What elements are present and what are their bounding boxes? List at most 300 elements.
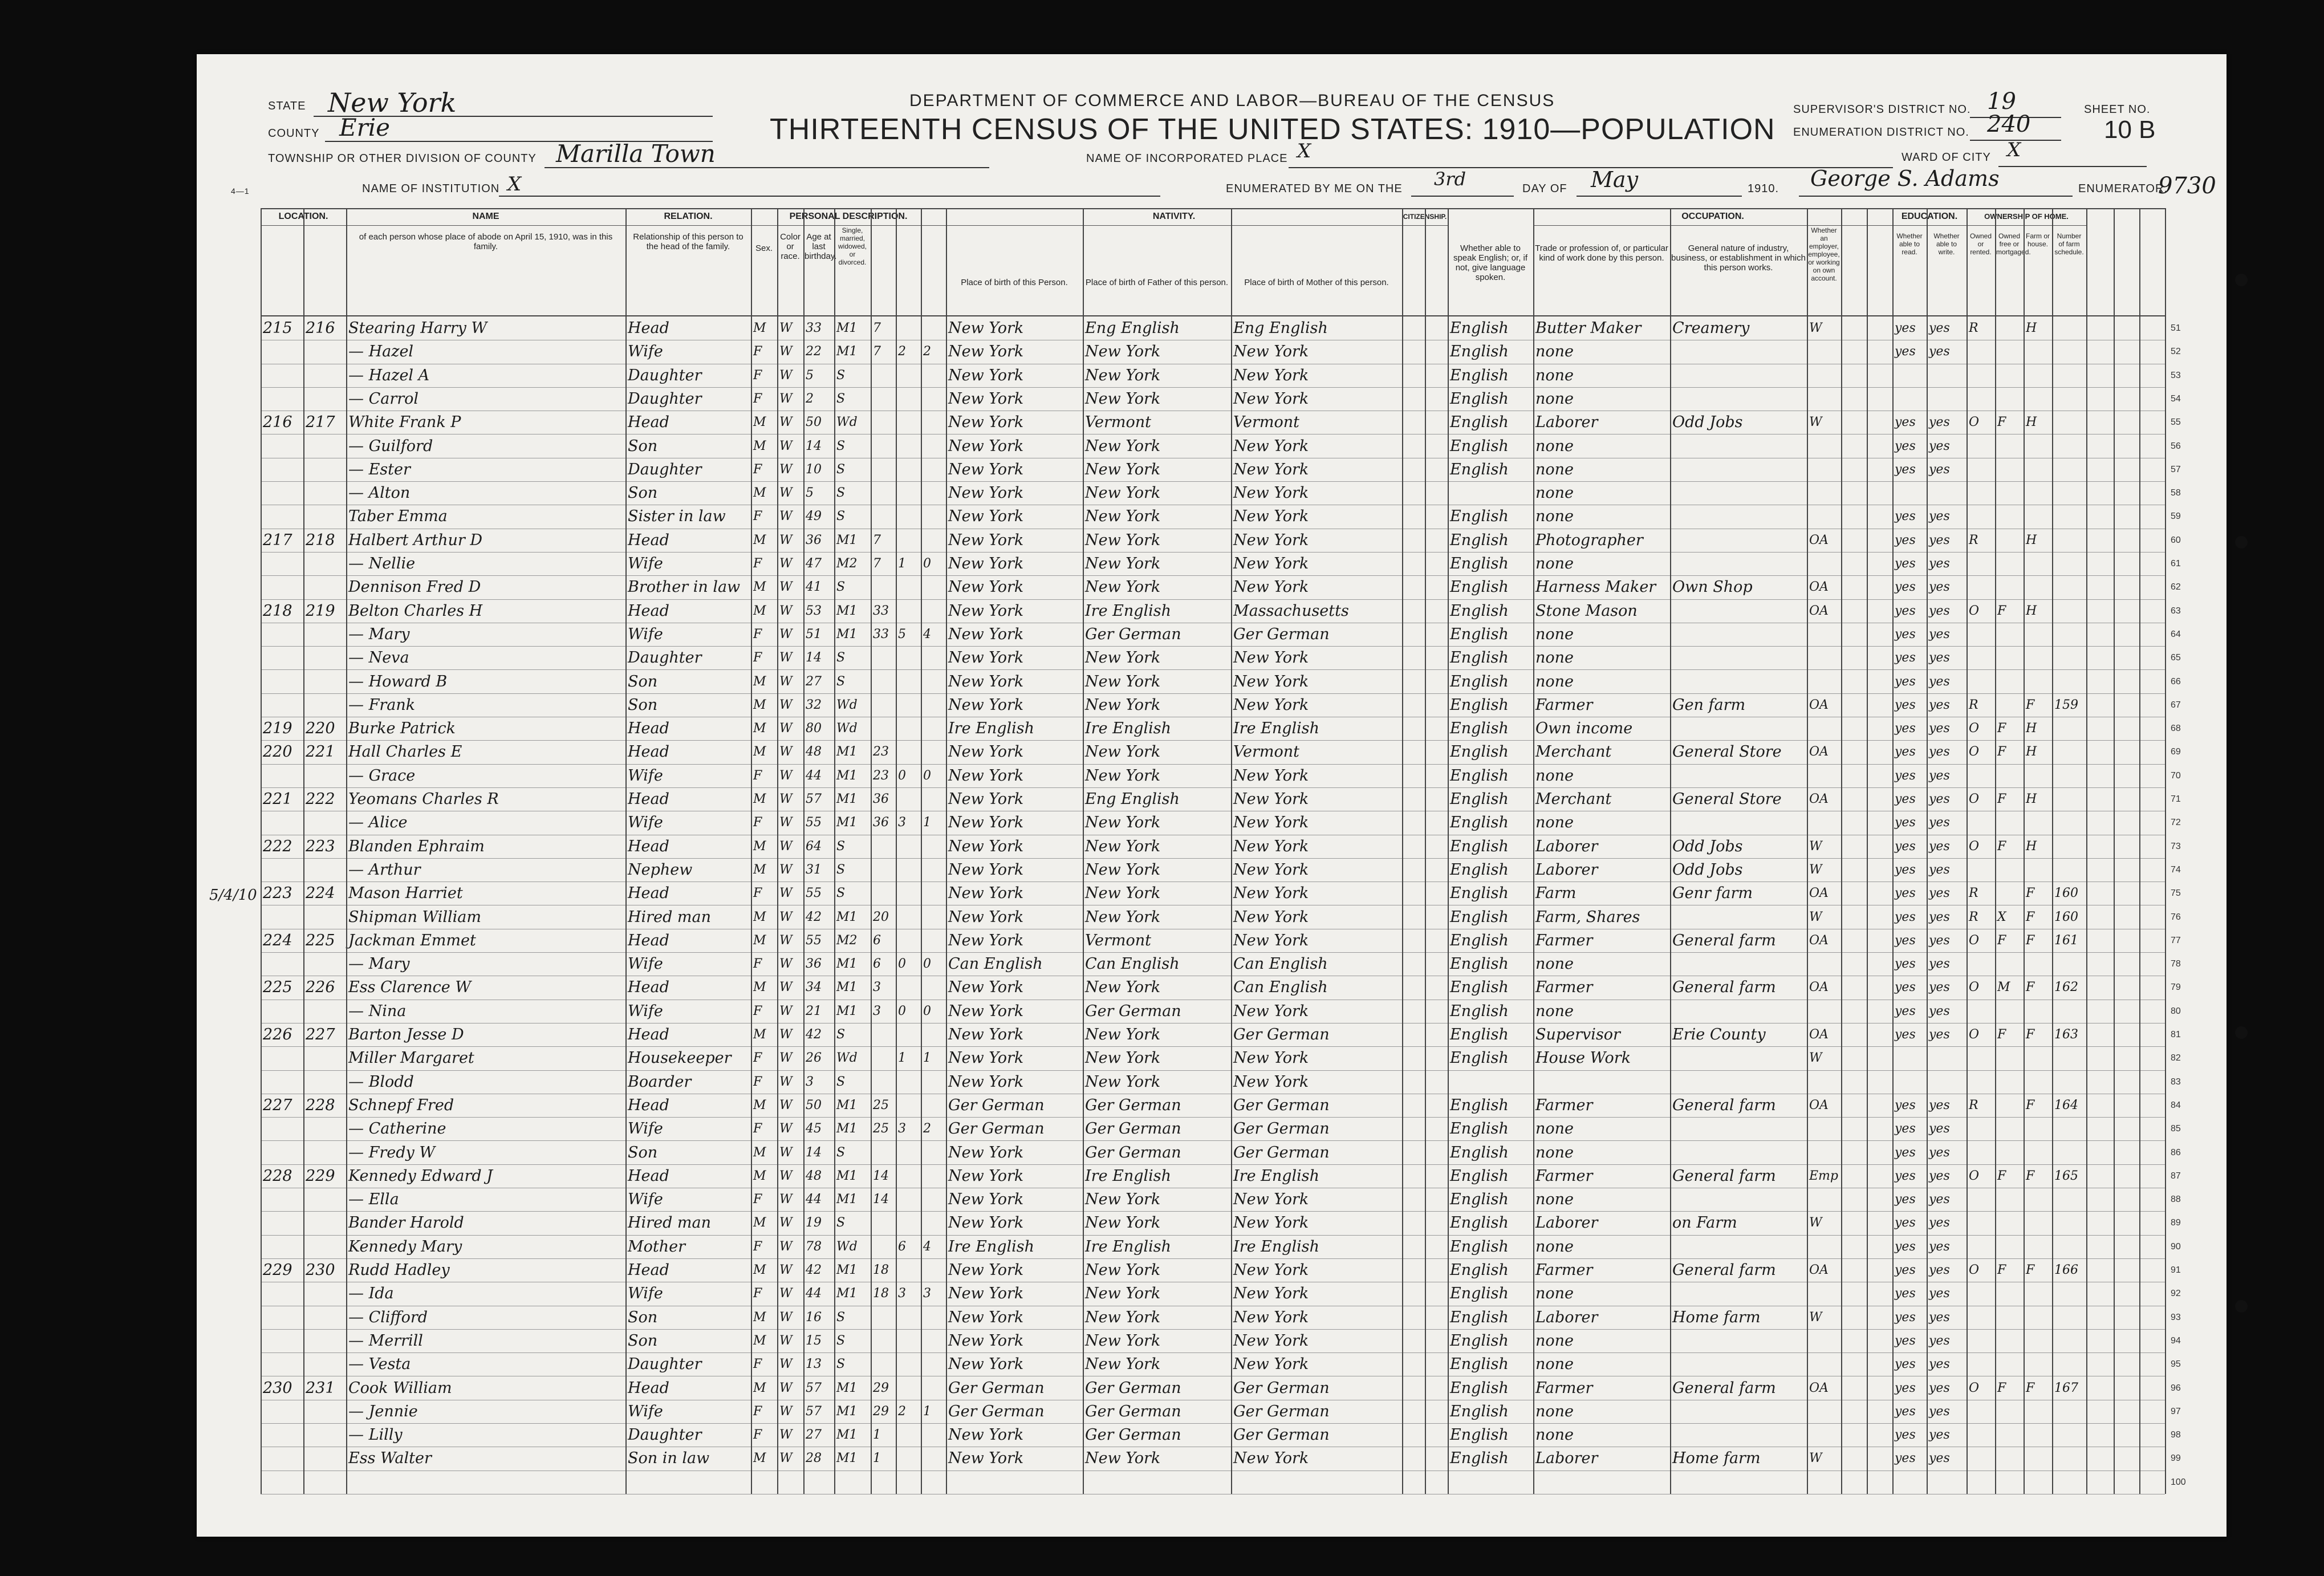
cell-relation: Wife bbox=[628, 955, 663, 973]
cell-trade: Laborer bbox=[1535, 413, 1598, 432]
column-rule bbox=[261, 208, 262, 1494]
cell-emp bbox=[1807, 646, 1841, 669]
column-rule bbox=[946, 208, 947, 1494]
cell-write: yes bbox=[1929, 580, 1950, 595]
table-row bbox=[261, 1352, 2181, 1376]
cell-sex: M bbox=[753, 745, 766, 759]
table-row bbox=[261, 364, 2181, 388]
cell-write: yes bbox=[1929, 697, 1950, 712]
cell-sched: 163 bbox=[2054, 1027, 2078, 1042]
cell-race: W bbox=[779, 1404, 793, 1419]
cell-free: F bbox=[1997, 839, 2006, 854]
cell-relation: Daughter bbox=[628, 649, 702, 667]
cell-bp: New York bbox=[948, 743, 1024, 761]
cell-trade: none bbox=[1535, 672, 1574, 690]
cell-read: yes bbox=[1895, 697, 1916, 712]
cell-race: W bbox=[779, 933, 793, 948]
cell-free: X bbox=[1997, 909, 2006, 924]
cell-relation: Head bbox=[628, 978, 669, 997]
cell-ch_born: 6 bbox=[898, 1239, 906, 1254]
cell-trade: Stone Mason bbox=[1535, 602, 1638, 620]
column-rule bbox=[2139, 208, 2140, 1494]
cell-sex: M bbox=[753, 1216, 766, 1230]
cell-own bbox=[1967, 1306, 1995, 1329]
cell-relation: Head bbox=[628, 413, 669, 432]
cell-ch_living: 2 bbox=[923, 1122, 931, 1136]
cell-emp: W bbox=[1809, 862, 1822, 877]
cell-dwelling: 215 bbox=[263, 319, 292, 337]
cell-ch_born bbox=[896, 1164, 921, 1188]
cell-emp: OA bbox=[1809, 886, 1829, 901]
cell-ch_living bbox=[921, 882, 946, 905]
cell-ch_born bbox=[896, 575, 921, 599]
line-number: 98 bbox=[2171, 1430, 2181, 1440]
cell-industry bbox=[1670, 1352, 1807, 1376]
line-number: 97 bbox=[2171, 1406, 2181, 1416]
cell-bpm: New York bbox=[1233, 908, 1309, 926]
line-number: 82 bbox=[2171, 1053, 2181, 1063]
cell-read: yes bbox=[1895, 1216, 1916, 1230]
binder-hole bbox=[2235, 1300, 2248, 1313]
cell-race: W bbox=[779, 745, 793, 759]
cell-lang: English bbox=[1450, 1143, 1509, 1161]
cell-sex: M bbox=[753, 721, 766, 736]
cell-farm: H bbox=[2026, 415, 2037, 430]
cell-bpf: New York bbox=[1085, 437, 1161, 455]
cell-name: Jackman Emmet bbox=[348, 931, 476, 949]
cell-age: 55 bbox=[806, 933, 822, 948]
cell-own: O bbox=[1969, 1168, 1980, 1183]
cell-relation: Hired man bbox=[628, 1214, 712, 1232]
cell-family bbox=[303, 364, 346, 387]
cell-industry: Odd Jobs bbox=[1672, 413, 1743, 432]
cell-age: 13 bbox=[806, 1357, 822, 1372]
cell-race: W bbox=[779, 909, 793, 924]
cell-ch_living bbox=[921, 905, 946, 929]
cell-sex: M bbox=[753, 980, 766, 995]
cell-ch_living bbox=[921, 1329, 946, 1352]
cell-bpm: New York bbox=[1233, 437, 1309, 455]
cell-own bbox=[1967, 1352, 1995, 1376]
line-number: 95 bbox=[2171, 1359, 2181, 1370]
cell-age: 50 bbox=[806, 415, 822, 430]
cell-ch_living bbox=[921, 1094, 946, 1117]
cell-family bbox=[303, 1235, 346, 1258]
cell-read bbox=[1892, 1070, 1927, 1094]
cell-relation: Head bbox=[628, 602, 669, 620]
cell-industry: General farm bbox=[1672, 1096, 1776, 1114]
cell-ch_born bbox=[896, 976, 921, 999]
cell-farm: F bbox=[2026, 1027, 2035, 1042]
cell-trade: Photographer bbox=[1535, 531, 1643, 549]
cell-lang: English bbox=[1450, 743, 1509, 761]
cell-emp bbox=[1807, 387, 1841, 411]
cell-bpm: Massachusetts bbox=[1233, 602, 1349, 620]
cell-bp: New York bbox=[948, 389, 1024, 408]
cell-write bbox=[1927, 1046, 1967, 1070]
cell-farm: F bbox=[2026, 1380, 2035, 1395]
cell-age: 44 bbox=[806, 768, 822, 783]
cell-bp: New York bbox=[948, 1308, 1024, 1326]
cell-write: yes bbox=[1929, 462, 1950, 477]
cell-yrs bbox=[871, 1329, 896, 1352]
cell-ch_born bbox=[896, 1023, 921, 1046]
line-number: 67 bbox=[2171, 700, 2181, 710]
cell-name: — Grace bbox=[348, 766, 416, 785]
cell-race: W bbox=[779, 627, 793, 641]
cell-sex: F bbox=[753, 1404, 762, 1419]
cell-age: 80 bbox=[806, 721, 822, 736]
cell-bp: New York bbox=[948, 1143, 1024, 1161]
cell-write: yes bbox=[1929, 745, 1950, 759]
cell-farm: F bbox=[2026, 1098, 2035, 1112]
cell-bpf: Eng English bbox=[1085, 319, 1180, 337]
cell-bpm: Ger German bbox=[1233, 1402, 1330, 1420]
cell-industry bbox=[1670, 764, 1807, 787]
cell-race: W bbox=[779, 368, 793, 383]
cell-write: yes bbox=[1929, 1004, 1950, 1018]
cell-age: 57 bbox=[806, 1380, 822, 1395]
cell-marital: S bbox=[836, 462, 846, 477]
cell-dwelling bbox=[261, 1117, 303, 1140]
cell-write: yes bbox=[1929, 839, 1950, 854]
cell-lang: English bbox=[1450, 1379, 1509, 1397]
cell-own: O bbox=[1969, 415, 1980, 430]
cell-lang: English bbox=[1450, 437, 1509, 455]
cell-yrs bbox=[871, 882, 896, 905]
cell-farm: H bbox=[2026, 321, 2037, 335]
cell-ch_living bbox=[921, 458, 946, 481]
cell-ch_living: 0 bbox=[923, 957, 931, 972]
cell-lang: English bbox=[1450, 814, 1509, 832]
cell-ch_born: 0 bbox=[898, 957, 906, 972]
cell-race: W bbox=[779, 1286, 793, 1301]
cell-family bbox=[303, 1329, 346, 1352]
cell-emp bbox=[1807, 1471, 1841, 1494]
group-personal: PERSONAL DESCRIPTION. bbox=[751, 208, 946, 226]
cell-own bbox=[1967, 1000, 1995, 1023]
cell-read: yes bbox=[1895, 980, 1916, 995]
cell-trade bbox=[1533, 1471, 1670, 1494]
cell-sex: F bbox=[753, 886, 762, 901]
col-read: Whether able to read. bbox=[1892, 208, 1927, 316]
cell-own bbox=[1967, 858, 1995, 882]
cell-free bbox=[1995, 458, 2024, 481]
cell-marital: S bbox=[836, 651, 846, 665]
column-rule bbox=[1425, 208, 1426, 1494]
cell-sex: F bbox=[753, 651, 762, 665]
cell-name: Dennison Fred D bbox=[348, 578, 481, 596]
cell-emp: OA bbox=[1809, 1380, 1829, 1395]
column-rule bbox=[896, 208, 897, 1494]
cell-marital: S bbox=[836, 580, 846, 595]
cell-family bbox=[303, 340, 346, 363]
cell-write: yes bbox=[1929, 933, 1950, 948]
cell-bp: Ger German bbox=[948, 1120, 1045, 1138]
margin-date: 5/4/10 bbox=[209, 887, 257, 904]
cell-free bbox=[1995, 811, 2024, 834]
cell-sched bbox=[2052, 1235, 2086, 1258]
cell-yrs bbox=[871, 411, 896, 434]
cell-name: Shipman William bbox=[348, 908, 481, 926]
cell-yrs bbox=[871, 1141, 896, 1164]
cell-ch_living: 3 bbox=[923, 1286, 931, 1301]
line-number: 71 bbox=[2171, 794, 2181, 804]
cell-lang: English bbox=[1450, 1285, 1509, 1303]
cell-family: 223 bbox=[306, 837, 335, 855]
cell-read: yes bbox=[1895, 1451, 1916, 1466]
cell-farm bbox=[2024, 1000, 2052, 1023]
cell-bpm: Ger German bbox=[1233, 1096, 1330, 1114]
cell-dwelling: 226 bbox=[263, 1026, 292, 1043]
cell-relation: Daughter bbox=[628, 1355, 702, 1374]
cell-age: 42 bbox=[806, 909, 822, 924]
cell-emp bbox=[1807, 505, 1841, 528]
cell-lang: English bbox=[1450, 1237, 1509, 1256]
cell-free bbox=[1995, 1000, 2024, 1023]
cell-lang: English bbox=[1450, 1261, 1509, 1279]
cell-read: yes bbox=[1895, 462, 1916, 477]
cell-industry bbox=[1670, 1282, 1807, 1305]
group-relation: RELATION. bbox=[625, 208, 751, 226]
cell-bpm: New York bbox=[1233, 696, 1309, 714]
cell-dwelling bbox=[261, 505, 303, 528]
cell-write: yes bbox=[1929, 957, 1950, 972]
column-rule bbox=[2052, 208, 2053, 1494]
cell-age: 51 bbox=[806, 627, 822, 641]
cell-read: yes bbox=[1895, 1027, 1916, 1042]
table-row bbox=[261, 1164, 2181, 1188]
table-row bbox=[261, 740, 2181, 764]
cell-read: yes bbox=[1895, 415, 1916, 430]
column-rule bbox=[2086, 208, 2087, 1494]
cell-bpm: New York bbox=[1233, 1355, 1309, 1374]
cell-ch_living bbox=[921, 646, 946, 669]
cell-own bbox=[1967, 1329, 1995, 1352]
cell-emp bbox=[1807, 717, 1841, 740]
cell-industry bbox=[1670, 1117, 1807, 1140]
cell-bpf: New York bbox=[1085, 484, 1161, 502]
column-rule bbox=[1533, 208, 1534, 1494]
line-number: 86 bbox=[2171, 1147, 2181, 1157]
cell-marital: M1 bbox=[836, 909, 858, 924]
cell-industry bbox=[1670, 1070, 1807, 1094]
cell-sched: 160 bbox=[2054, 909, 2078, 924]
cell-sched bbox=[2052, 364, 2086, 387]
enumeration-district-value: 240 bbox=[1987, 111, 2031, 137]
cell-marital: S bbox=[836, 674, 846, 689]
cell-ch_living bbox=[921, 1423, 946, 1447]
cell-bpm: New York bbox=[1233, 531, 1309, 549]
cell-write bbox=[1927, 387, 1967, 411]
cell-ch_living: 1 bbox=[923, 815, 931, 830]
cell-race: W bbox=[779, 344, 793, 359]
cell-farm bbox=[2024, 575, 2052, 599]
cell-own bbox=[1967, 458, 1995, 481]
cell-free bbox=[1995, 1046, 2024, 1070]
cell-industry bbox=[1670, 1046, 1807, 1070]
cell-bp: Ire English bbox=[948, 1237, 1035, 1256]
cell-emp: W bbox=[1809, 1451, 1822, 1466]
cell-dwelling bbox=[261, 1329, 303, 1352]
cell-marital: M1 bbox=[836, 1451, 858, 1466]
line-number: 90 bbox=[2171, 1241, 2181, 1252]
cell-ch_born bbox=[896, 505, 921, 528]
cell-yrs bbox=[871, 646, 896, 669]
cell-emp: W bbox=[1809, 1051, 1822, 1066]
cell-marital: M1 bbox=[836, 1404, 858, 1419]
cell-race: W bbox=[779, 1239, 793, 1254]
cell-bp: New York bbox=[948, 1449, 1024, 1468]
table-row bbox=[261, 1423, 2181, 1447]
enumerated-day: 3rd bbox=[1434, 168, 1466, 190]
cell-lang: English bbox=[1450, 1002, 1509, 1020]
cell-race: W bbox=[779, 674, 793, 689]
cell-trade: none bbox=[1535, 766, 1574, 785]
cell-ch_born: 1 bbox=[898, 1051, 906, 1066]
line-number: 69 bbox=[2171, 747, 2181, 757]
cell-name: — Frank bbox=[348, 696, 416, 714]
cell-write: yes bbox=[1929, 1192, 1950, 1207]
cell-lang: English bbox=[1450, 1214, 1509, 1232]
line-number: 81 bbox=[2171, 1030, 2181, 1039]
cell-race: W bbox=[779, 415, 793, 430]
cell-write: yes bbox=[1929, 1168, 1950, 1183]
cell-dwelling bbox=[261, 1400, 303, 1423]
cell-yrs bbox=[871, 364, 896, 387]
cell-bp: New York bbox=[948, 366, 1024, 384]
cell-yrs: 29 bbox=[873, 1380, 889, 1395]
cell-age: 36 bbox=[806, 957, 822, 972]
cell-family: 228 bbox=[306, 1096, 335, 1114]
cell-emp bbox=[1807, 811, 1841, 834]
cell-industry: Creamery bbox=[1672, 319, 1750, 337]
line-number: 64 bbox=[2171, 629, 2181, 639]
cell-own: O bbox=[1969, 839, 1980, 854]
cell-ch_born bbox=[896, 1070, 921, 1094]
cell-farm bbox=[2024, 387, 2052, 411]
cell-farm bbox=[2024, 1141, 2052, 1164]
cell-name: — Guilford bbox=[348, 437, 433, 455]
cell-free bbox=[1995, 670, 2024, 693]
cell-sched bbox=[2052, 411, 2086, 434]
cell-bpf: New York bbox=[1085, 696, 1161, 714]
cell-family bbox=[303, 481, 346, 505]
line-number: 61 bbox=[2171, 559, 2181, 568]
cell-relation: Head bbox=[628, 1261, 669, 1279]
cell-write bbox=[1927, 1471, 1967, 1494]
cell-bpf: Ger German bbox=[1085, 1002, 1181, 1020]
cell-farm bbox=[2024, 434, 2052, 458]
cell-dwelling: 227 bbox=[263, 1096, 292, 1114]
column-rule bbox=[1807, 208, 1808, 1494]
cell-bpm: New York bbox=[1233, 1449, 1309, 1468]
cell-bp: New York bbox=[948, 1355, 1024, 1374]
cell-sched bbox=[2052, 1046, 2086, 1070]
cell-ch_living bbox=[921, 976, 946, 999]
cell-trade: Laborer bbox=[1535, 837, 1598, 855]
cell-sched: 164 bbox=[2054, 1098, 2078, 1112]
cell-sex: F bbox=[753, 509, 762, 524]
cell-family bbox=[303, 552, 346, 575]
cell-ch_living bbox=[921, 787, 946, 811]
cell-free bbox=[1995, 340, 2024, 363]
cell-dwelling: 228 bbox=[263, 1167, 292, 1185]
cell-farm bbox=[2024, 1117, 2052, 1140]
incorporated-place-value: X bbox=[1297, 140, 1311, 163]
cell-name: Rudd Hadley bbox=[348, 1261, 450, 1279]
cell-name: Miller Margaret bbox=[348, 1049, 474, 1067]
cell-ch_born bbox=[896, 599, 921, 623]
cell-lang: English bbox=[1450, 1402, 1509, 1420]
cell-bpf: New York bbox=[1085, 389, 1161, 408]
cell-sched bbox=[2052, 505, 2086, 528]
column-rule bbox=[1867, 208, 1868, 1494]
column-rule bbox=[2114, 208, 2115, 1494]
cell-sex: M bbox=[753, 1145, 766, 1160]
cell-bpf: New York bbox=[1085, 884, 1161, 903]
cell-yrs: 25 bbox=[873, 1122, 889, 1136]
cell-bpf: New York bbox=[1085, 366, 1161, 384]
cell-industry bbox=[1670, 646, 1807, 669]
cell-age: 41 bbox=[806, 580, 822, 595]
cell-farm bbox=[2024, 505, 2052, 528]
cell-dwelling: 218 bbox=[263, 602, 292, 620]
cell-own bbox=[1967, 1447, 1995, 1470]
cell-relation: Wife bbox=[628, 625, 663, 643]
cell-marital: M2 bbox=[836, 557, 858, 571]
cell-name: Schnepf Fred bbox=[348, 1096, 454, 1114]
cell-yrs: 3 bbox=[873, 1004, 881, 1018]
cell-ch_born: 2 bbox=[898, 344, 906, 359]
line-number: 72 bbox=[2171, 818, 2181, 828]
cell-family: 218 bbox=[306, 531, 335, 549]
cell-family bbox=[303, 1211, 346, 1234]
cell-bpf: Vermont bbox=[1085, 413, 1152, 432]
cell-bpm: Ger German bbox=[1233, 1426, 1330, 1444]
cell-yrs: 7 bbox=[873, 557, 881, 571]
cell-farm bbox=[2024, 1235, 2052, 1258]
cell-ch_born: 3 bbox=[898, 1122, 906, 1136]
cell-emp bbox=[1807, 764, 1841, 787]
day-of-label: DAY OF bbox=[1522, 182, 1567, 195]
cell-age: 10 bbox=[806, 462, 822, 477]
cell-sched bbox=[2052, 575, 2086, 599]
cell-bpf: Ire English bbox=[1085, 1167, 1172, 1185]
cell-bpf: New York bbox=[1085, 1449, 1161, 1468]
cell-sched bbox=[2052, 740, 2086, 763]
cell-race: W bbox=[779, 321, 793, 335]
cell-farm bbox=[2024, 1282, 2052, 1305]
ward-label: WARD OF CITY bbox=[1902, 151, 1991, 164]
cell-ch_living bbox=[921, 693, 946, 717]
line-number: 66 bbox=[2171, 676, 2181, 687]
cell-yrs bbox=[871, 717, 896, 740]
cell-bp: New York bbox=[948, 766, 1024, 785]
cell-own bbox=[1967, 481, 1995, 505]
cell-lang: English bbox=[1450, 1167, 1509, 1185]
cell-marital: Wd bbox=[836, 415, 858, 430]
cell-write: yes bbox=[1929, 1310, 1950, 1325]
cell-ch_living: 1 bbox=[923, 1051, 931, 1066]
cell-dwelling bbox=[261, 623, 303, 646]
col-race: Color or race. bbox=[777, 208, 803, 316]
cell-dwelling bbox=[261, 481, 303, 505]
cell-ch_living bbox=[921, 481, 946, 505]
cell-sex: M bbox=[753, 1098, 766, 1112]
cell-marital: S bbox=[836, 1357, 846, 1372]
cell-marital: M1 bbox=[836, 768, 858, 783]
